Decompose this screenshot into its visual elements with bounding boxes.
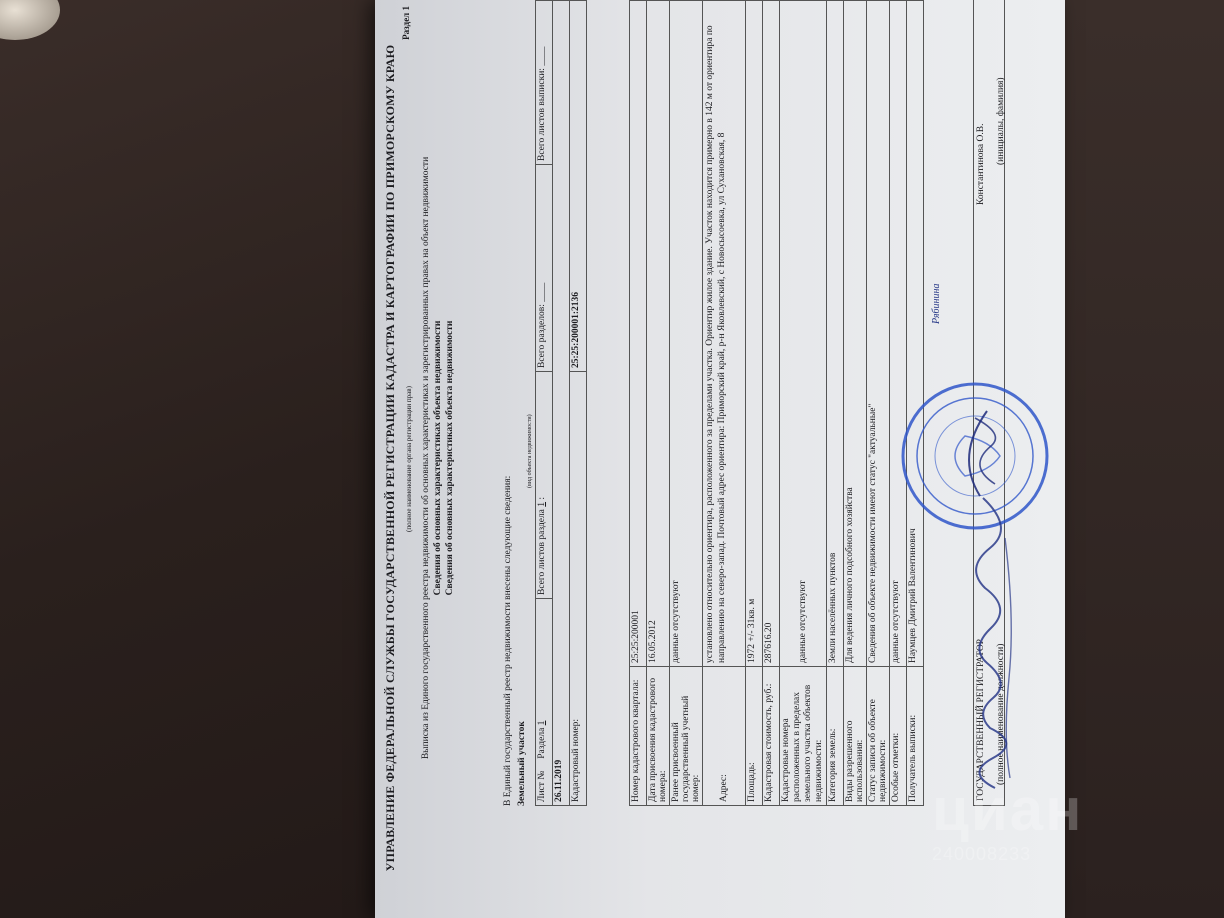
extract-subtitle-repeat: Сведения об основных характеристиках объекта недвижимости: [445, 320, 455, 596]
handwritten-surname: Рябинина: [931, 283, 942, 324]
total-extract-sheets-label: Всего листов выписки:: [537, 68, 547, 161]
section-word: Раздела: [537, 727, 547, 759]
extract-title: Выписка из Единого государственного реестра недвижимости об основных характеристиках и зарегистрированных правах на объект недвижимости: [421, 156, 431, 760]
table-row: Получатель выписки: Наумцев Дмитрий Валентинович: [907, 1, 924, 806]
registrar-name-note: (инициалы, фамилия): [996, 77, 1006, 165]
table-row: Статус записи об объекте недвижимости: Сведения об объекте недвижимости имеют статус "актуальные": [867, 1, 890, 806]
watermark-id: 240008233: [932, 844, 1032, 864]
object-type: Земельный участок: [517, 721, 527, 806]
sheet-no-label: Лист №: [537, 770, 547, 802]
intro-text: В Единый государственный реестр недвижимости внесены следующие сведения:: [503, 475, 513, 806]
background-table-surface: [0, 0, 380, 918]
table-row: Номер кадастрового квартала: 25:25:200001: [630, 1, 647, 806]
table-row: Категория земель: Земли населённых пунктов: [827, 1, 844, 806]
document-title: УПРАВЛЕНИЕ ФЕДЕРАЛЬНОЙ СЛУЖБЫ ГОСУДАРСТВЕННОЙ РЕГИСТРАЦИИ КАДАСТРА И КАРТОГРАФИИ ПО ПРИМОРСКОМУ КРАЮ: [383, 44, 397, 872]
total-sheets-label: Всего листов раздела: [537, 509, 547, 595]
sheet-info-table: Лист № Раздела 1 Всего листов раздела 1 : Всего разделов: ____ Всего листов выписки: ____ 26.11.2019 Кадастровый номер: 25:25:200001:2136: [535, 0, 587, 806]
cadastral-number-label: Кадастровый номер:: [570, 372, 587, 806]
total-sheets-value: 1: [537, 501, 547, 507]
watermark: [932, 775, 1083, 865]
extract-date: 26.11.2019: [554, 759, 564, 802]
table-row: Дата присвоения кадастрового номера: 16.05.2012: [647, 1, 670, 806]
table-row: Ранее присвоенный государственный учетный номер: данные отсутствуют: [670, 1, 703, 806]
section-number: 1: [537, 720, 547, 726]
table-row: Адрес: установлено относительно ориентира, расположенного за пределами участка. Ориентир жилое здание. Участок находится примерно в 142 м от ориентира по направлению на северо-запад. Почтовый адрес ориентира: Приморский край, р-н Яковлевский, с Новосысоевка, ул Сухановская, 8: [703, 1, 746, 806]
title-note: (полное наименование органа регистрации прав): [405, 386, 413, 532]
table-row: Кадастровая стоимость, руб.: 287616.20: [763, 1, 780, 806]
registrar-name: Константинова О.В.: [976, 123, 986, 205]
characteristics-table: [629, 0, 924, 806]
watermark-brand: циан: [932, 776, 1084, 843]
background-right-surface: [1060, 0, 1224, 918]
registrar-position-note: (полное наименование должности): [996, 643, 1006, 785]
section-label: Раздел 1: [401, 6, 411, 40]
object-type-note: (вид объекта недвижимости): [527, 414, 533, 488]
table-row: Кадастровые номера расположенных в пределах земельного участка объектов недвижимости: данные отсутствуют: [780, 1, 827, 806]
registrar-label: ГОСУДАРСТВЕННЫЙ РЕГИСТРАТОР: [976, 639, 986, 801]
handwritten-certification: [935, 468, 1025, 798]
table-row: Виды разрешенного использования: Для ведения личного подсобного хозяйства: [844, 1, 867, 806]
total-sections-label: Всего разделов:: [537, 304, 547, 368]
extract-subtitle: Сведения об основных характеристиках объекта недвижимости: [433, 320, 443, 596]
table-row: Особые отметки: данные отсутствуют: [890, 1, 907, 806]
cadastral-number-value: 25:25:200001:2136: [570, 1, 587, 372]
table-row: Площадь: 1972 +/- 31кв. м: [746, 1, 763, 806]
